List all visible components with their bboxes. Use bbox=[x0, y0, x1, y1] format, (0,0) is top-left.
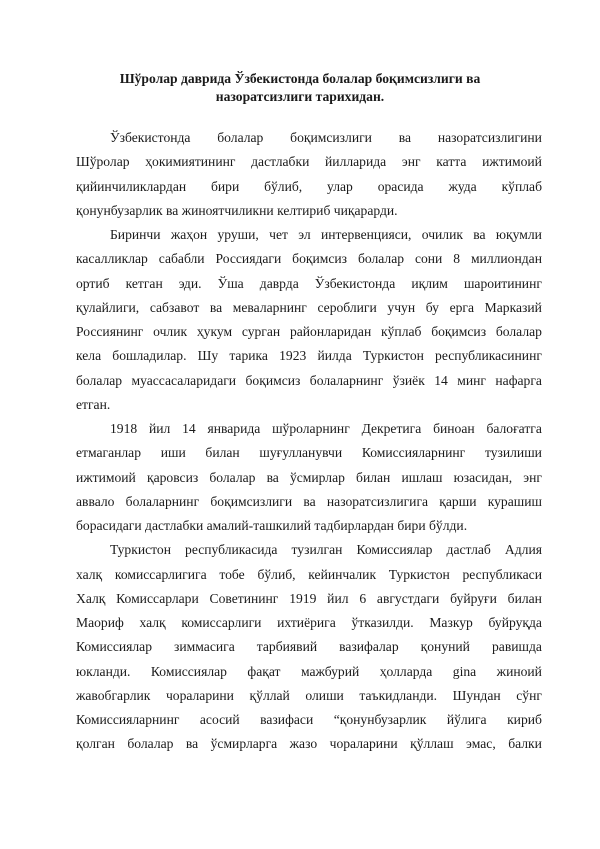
word: Туркистон bbox=[110, 542, 171, 558]
word: чет bbox=[269, 227, 288, 242]
word: сурган bbox=[241, 324, 281, 339]
word: Марказий bbox=[484, 299, 542, 315]
word: комиссарлиги bbox=[181, 615, 262, 630]
word: сабзавот bbox=[149, 299, 200, 315]
word: халқ bbox=[139, 615, 166, 630]
paragraph bbox=[76, 223, 542, 417]
word: назоратсизлигига bbox=[326, 493, 429, 509]
word: нафарга bbox=[495, 372, 542, 388]
text-line bbox=[76, 732, 542, 756]
word: энг bbox=[401, 154, 421, 170]
word: ортиб bbox=[76, 275, 110, 291]
word: болаларнинг bbox=[125, 493, 200, 509]
word: болалар bbox=[209, 469, 256, 485]
text-line: етган. bbox=[76, 396, 111, 412]
word: биноан bbox=[433, 421, 475, 436]
paragraph bbox=[76, 126, 542, 223]
text-line bbox=[76, 635, 542, 659]
word: Адлия bbox=[504, 542, 542, 558]
word: Комиссиялар bbox=[356, 542, 433, 558]
word: юқумли bbox=[495, 227, 542, 242]
document-title-line-2: назоратсизлиги тарихидан. bbox=[215, 89, 385, 104]
word: равишда bbox=[491, 639, 542, 655]
word: тузилиши bbox=[484, 445, 542, 461]
word: учун bbox=[387, 299, 416, 315]
word: очлик bbox=[153, 324, 188, 339]
text-line bbox=[76, 417, 542, 441]
word: орасида bbox=[377, 178, 424, 194]
word: Шундан bbox=[452, 687, 501, 703]
word: Ўша bbox=[217, 275, 244, 291]
word: ўсмирлар bbox=[289, 469, 345, 485]
word: ижтимоий bbox=[482, 154, 542, 170]
word: олиши bbox=[305, 687, 344, 703]
word: республикасида bbox=[185, 542, 278, 558]
paragraph bbox=[76, 417, 542, 538]
text-line bbox=[76, 684, 542, 708]
word: Туркистон bbox=[388, 566, 450, 582]
word: тузилган bbox=[291, 542, 343, 558]
text-line bbox=[76, 441, 542, 465]
word: билан bbox=[356, 469, 391, 485]
word: 1919 bbox=[289, 590, 317, 606]
word: жуда bbox=[448, 178, 477, 194]
word: эди. bbox=[178, 275, 202, 291]
word: ginа bbox=[452, 663, 477, 679]
word: очилик bbox=[421, 227, 463, 242]
word: болаларнинг bbox=[309, 372, 384, 388]
word: фақат bbox=[247, 663, 281, 679]
text-line bbox=[76, 708, 542, 732]
word: Декретига bbox=[361, 421, 422, 436]
document-title-line-1: Шўролар даврида Ўзбекистонда болалар боқимсизлиги ва bbox=[119, 71, 481, 86]
text-line bbox=[76, 296, 542, 320]
word: асосий bbox=[199, 712, 240, 727]
word: кириб bbox=[507, 712, 542, 727]
word: Шу bbox=[197, 348, 219, 364]
word: кўплаб bbox=[501, 178, 542, 194]
word: Ўзбекистонда bbox=[110, 130, 191, 145]
word: Шўролар bbox=[76, 154, 130, 170]
word: сероблиги bbox=[317, 299, 377, 315]
text-line bbox=[76, 247, 542, 271]
word: августдаги bbox=[376, 590, 440, 606]
word: ўсмирларга bbox=[210, 736, 278, 752]
word: ва bbox=[185, 736, 199, 752]
word: 1918 bbox=[110, 421, 138, 436]
word: улар bbox=[327, 178, 353, 194]
word: иши bbox=[160, 445, 186, 461]
word: Биринчи bbox=[110, 227, 161, 242]
word: болалар bbox=[217, 130, 264, 145]
word: ва bbox=[266, 469, 279, 485]
text-line bbox=[76, 563, 542, 587]
word: Комиссиялар bbox=[76, 639, 153, 655]
word: январида bbox=[207, 421, 261, 436]
word: Россиядаги bbox=[215, 251, 282, 267]
word: ва bbox=[303, 493, 316, 509]
word: чораларини bbox=[165, 687, 234, 703]
word: ва bbox=[209, 299, 223, 315]
word: Комиссиялар bbox=[150, 663, 227, 679]
word: тобе bbox=[219, 566, 245, 582]
text-line bbox=[76, 272, 542, 296]
word: балки bbox=[508, 736, 542, 752]
word: 14 bbox=[182, 421, 196, 436]
word: боқимсиз bbox=[245, 372, 301, 388]
text-line bbox=[76, 344, 542, 368]
word: кўплаб bbox=[381, 324, 422, 339]
word: Комиссияларнинг bbox=[361, 445, 466, 461]
word: бу bbox=[425, 299, 439, 315]
text-line bbox=[76, 150, 542, 174]
word: касалликлар bbox=[76, 251, 148, 267]
document-body bbox=[76, 126, 542, 757]
word: дастлаб bbox=[446, 542, 491, 558]
word: қийинчиликлардан bbox=[76, 178, 187, 194]
word: қонуний bbox=[420, 639, 470, 655]
word: юзасидан, bbox=[453, 469, 513, 485]
word: ҳокимиятининг bbox=[145, 154, 236, 170]
word: таъкидланди. bbox=[359, 687, 438, 703]
word: назоратсизлигини bbox=[437, 130, 542, 145]
word: тарика bbox=[229, 348, 268, 364]
word: 8 bbox=[453, 251, 461, 267]
word: болалар bbox=[127, 736, 174, 752]
text-line: қонунбузарлик ва жиноятчиликни келтириб чиқарарди. bbox=[76, 202, 398, 218]
word: сўнг bbox=[516, 687, 542, 703]
word: комиссарлигига bbox=[114, 566, 207, 582]
text-line bbox=[76, 660, 542, 684]
paragraph bbox=[76, 538, 542, 756]
word: йил bbox=[148, 421, 171, 436]
word: қарши bbox=[439, 493, 477, 509]
word: билан bbox=[507, 590, 542, 606]
word: йўлига bbox=[446, 712, 487, 727]
word: сони bbox=[414, 251, 443, 267]
word: вазифалар bbox=[339, 639, 399, 655]
word: меваларнинг bbox=[232, 299, 307, 315]
word: катта bbox=[436, 154, 467, 170]
text-line bbox=[76, 175, 542, 199]
word: шўроларнинг bbox=[272, 421, 350, 436]
word: жаҳон bbox=[170, 227, 208, 242]
word: кетган bbox=[125, 275, 163, 291]
word: 1923 bbox=[279, 348, 307, 364]
text-line bbox=[76, 587, 542, 611]
word: вазифаси bbox=[260, 712, 314, 727]
word: боқимсизлиги bbox=[290, 130, 372, 145]
text-line bbox=[76, 369, 542, 393]
word: йилда bbox=[317, 348, 352, 364]
word: шароитининг bbox=[463, 275, 542, 291]
word: бўлиб, bbox=[264, 178, 303, 194]
word: ўтказилди. bbox=[351, 615, 414, 630]
word: етмаганлар bbox=[76, 445, 142, 461]
word: қўллаш bbox=[410, 736, 454, 752]
word: иқлим bbox=[411, 275, 448, 291]
word: қўллай bbox=[249, 687, 290, 703]
word: ва bbox=[398, 130, 412, 145]
word: Комиссияларнинг bbox=[76, 712, 180, 727]
word: Маориф bbox=[76, 615, 124, 630]
word: мажбурий bbox=[300, 663, 360, 679]
word: ва bbox=[473, 227, 486, 242]
word: энг bbox=[523, 469, 542, 485]
word: республикаси bbox=[462, 566, 542, 582]
word: Халқ bbox=[76, 590, 106, 606]
word: халқ bbox=[76, 566, 103, 582]
word: балоғатга bbox=[486, 421, 542, 436]
word: ишлаш bbox=[401, 469, 443, 485]
text-line bbox=[76, 490, 542, 514]
word: 6 bbox=[359, 590, 367, 606]
word: миллиондан bbox=[470, 251, 542, 267]
word: жиноий bbox=[496, 663, 542, 679]
word: ҳолларда bbox=[379, 663, 433, 679]
word: республикасининг bbox=[435, 348, 542, 364]
word: сабабли bbox=[158, 251, 205, 267]
text-line bbox=[76, 223, 542, 247]
word: ўзиёк bbox=[392, 372, 425, 388]
word: ихтиёрига bbox=[277, 615, 336, 630]
word: эл bbox=[298, 227, 311, 242]
word: боқимсизлиги bbox=[210, 493, 293, 509]
word: чораларини bbox=[329, 736, 398, 752]
word: минг bbox=[457, 372, 486, 388]
text-line bbox=[76, 466, 542, 490]
word: тарбиявий bbox=[256, 639, 318, 655]
word: йил bbox=[327, 590, 349, 606]
word: Туркистон bbox=[362, 348, 424, 364]
word: дастлабки bbox=[251, 154, 310, 170]
word: йилларида bbox=[325, 154, 387, 170]
word: аввало bbox=[76, 493, 115, 509]
word: эмас, bbox=[466, 736, 496, 752]
word: курашиш bbox=[487, 493, 542, 509]
word: болалар bbox=[495, 324, 542, 339]
word: 14 bbox=[434, 372, 448, 388]
word: жазо bbox=[289, 736, 318, 752]
text-line bbox=[76, 611, 542, 635]
word: қулайлиги, bbox=[76, 299, 140, 315]
word: кела bbox=[76, 348, 102, 364]
word: бошладилар. bbox=[112, 348, 187, 364]
text-line bbox=[76, 320, 542, 344]
word: буйруқда bbox=[488, 615, 542, 630]
word: Мазкур bbox=[429, 615, 473, 630]
word: жавобгарлик bbox=[76, 687, 151, 703]
word: қаровсиз bbox=[146, 469, 199, 485]
word: Комиссарлари bbox=[116, 590, 199, 606]
word: интервенцияси, bbox=[320, 227, 412, 242]
word: қолган bbox=[76, 736, 115, 752]
word: билан bbox=[205, 445, 240, 461]
word: муассасаларидаги bbox=[131, 372, 237, 388]
word: зиммасига bbox=[174, 639, 235, 655]
word: шуғулланувчи bbox=[259, 445, 343, 461]
word: Советининг bbox=[209, 590, 279, 606]
word: Ўзбекистонда bbox=[314, 275, 396, 291]
text-line bbox=[76, 538, 542, 562]
word: ҳукум bbox=[196, 324, 233, 339]
word: районларидан bbox=[289, 324, 372, 339]
word: “қонунбузарлик bbox=[333, 712, 427, 727]
word: болалар bbox=[357, 251, 405, 267]
word: буйруғи bbox=[450, 590, 497, 606]
word: ижтимоий bbox=[76, 469, 136, 485]
word: болалар bbox=[76, 372, 123, 388]
word: боқимсиз bbox=[431, 324, 487, 339]
word: уруши, bbox=[217, 227, 259, 242]
word: Россиянинг bbox=[76, 324, 144, 339]
word: юкланди. bbox=[76, 663, 131, 679]
text-line bbox=[76, 126, 542, 150]
word: бири bbox=[210, 178, 240, 194]
word: боқимсиз bbox=[292, 251, 348, 267]
word: даврда bbox=[259, 275, 299, 291]
word: кейинчалик bbox=[308, 566, 377, 582]
word: ерга bbox=[449, 299, 475, 315]
word: бўлиб, bbox=[257, 566, 296, 582]
text-line: борасидаги дастлабки амалий-ташкилий тадбирлардан бири бўлди. bbox=[76, 518, 468, 533]
